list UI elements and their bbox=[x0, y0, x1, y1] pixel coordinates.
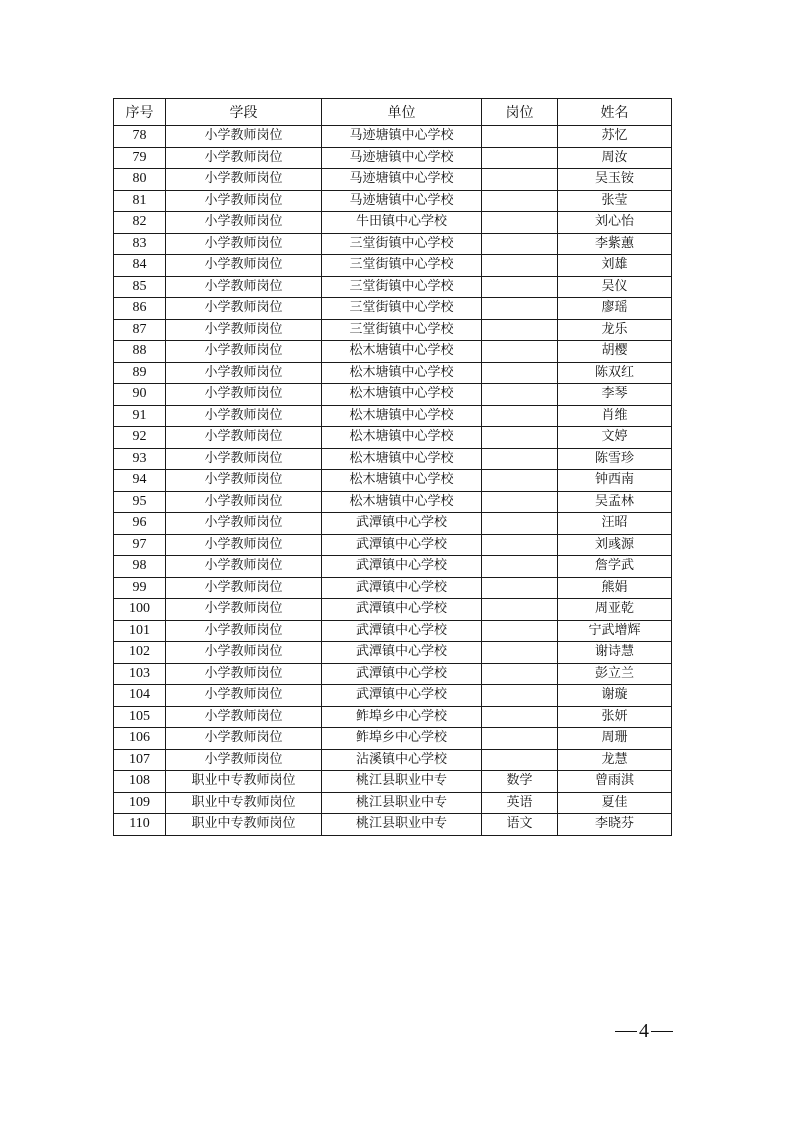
cell-post: 语文 bbox=[482, 814, 558, 836]
cell-name: 刘心怡 bbox=[558, 212, 672, 234]
cell-index: 107 bbox=[114, 749, 166, 771]
cell-stage: 小学教师岗位 bbox=[166, 685, 322, 707]
cell-stage: 小学教师岗位 bbox=[166, 276, 322, 298]
cell-unit: 三堂街镇中心学校 bbox=[322, 319, 482, 341]
cell-unit: 松木塘镇中心学校 bbox=[322, 470, 482, 492]
cell-name: 吴玉铵 bbox=[558, 169, 672, 191]
table-row bbox=[114, 556, 672, 578]
table-row bbox=[114, 298, 672, 320]
cell-post bbox=[482, 126, 558, 148]
cell-name: 陈双红 bbox=[558, 362, 672, 384]
cell-stage: 小学教师岗位 bbox=[166, 470, 322, 492]
cell-name: 周亚乾 bbox=[558, 599, 672, 621]
cell-post: 数学 bbox=[482, 771, 558, 793]
cell-index: 89 bbox=[114, 362, 166, 384]
cell-unit: 松木塘镇中心学校 bbox=[322, 362, 482, 384]
cell-stage: 小学教师岗位 bbox=[166, 599, 322, 621]
cell-unit: 松木塘镇中心学校 bbox=[322, 491, 482, 513]
table-row bbox=[114, 470, 672, 492]
cell-post bbox=[482, 384, 558, 406]
footer-dash-left bbox=[615, 1031, 637, 1032]
cell-unit: 武潭镇中心学校 bbox=[322, 513, 482, 535]
table-row bbox=[114, 212, 672, 234]
cell-stage: 小学教师岗位 bbox=[166, 728, 322, 750]
cell-unit: 桃江县职业中专 bbox=[322, 814, 482, 836]
cell-stage: 小学教师岗位 bbox=[166, 405, 322, 427]
header-row bbox=[114, 99, 672, 126]
cell-index: 93 bbox=[114, 448, 166, 470]
cell-name: 周汝 bbox=[558, 147, 672, 169]
table-row bbox=[114, 384, 672, 406]
cell-stage: 小学教师岗位 bbox=[166, 491, 322, 513]
cell-name: 廖瑶 bbox=[558, 298, 672, 320]
page-footer bbox=[615, 1020, 673, 1043]
table-row bbox=[114, 255, 672, 277]
table-row bbox=[114, 749, 672, 771]
cell-post bbox=[482, 169, 558, 191]
cell-post bbox=[482, 685, 558, 707]
table-row bbox=[114, 706, 672, 728]
cell-name: 李紫蕙 bbox=[558, 233, 672, 255]
cell-unit: 马迹塘镇中心学校 bbox=[322, 147, 482, 169]
cell-post bbox=[482, 319, 558, 341]
table-body bbox=[114, 126, 672, 836]
cell-post bbox=[482, 405, 558, 427]
cell-unit: 武潭镇中心学校 bbox=[322, 642, 482, 664]
cell-post bbox=[482, 341, 558, 363]
cell-post bbox=[482, 620, 558, 642]
cell-unit: 三堂街镇中心学校 bbox=[322, 233, 482, 255]
cell-post bbox=[482, 749, 558, 771]
cell-name: 李晓芬 bbox=[558, 814, 672, 836]
cell-unit: 武潭镇中心学校 bbox=[322, 599, 482, 621]
cell-stage: 小学教师岗位 bbox=[166, 384, 322, 406]
cell-stage: 小学教师岗位 bbox=[166, 341, 322, 363]
cell-name: 张妍 bbox=[558, 706, 672, 728]
cell-index: 103 bbox=[114, 663, 166, 685]
cell-unit: 武潭镇中心学校 bbox=[322, 620, 482, 642]
cell-stage: 小学教师岗位 bbox=[166, 362, 322, 384]
table-row bbox=[114, 276, 672, 298]
cell-index: 109 bbox=[114, 792, 166, 814]
cell-name: 吴仪 bbox=[558, 276, 672, 298]
cell-stage: 小学教师岗位 bbox=[166, 147, 322, 169]
cell-index: 100 bbox=[114, 599, 166, 621]
cell-stage: 小学教师岗位 bbox=[166, 233, 322, 255]
cell-name: 刘雄 bbox=[558, 255, 672, 277]
cell-index: 84 bbox=[114, 255, 166, 277]
cell-stage: 小学教师岗位 bbox=[166, 620, 322, 642]
cell-unit: 牛田镇中心学校 bbox=[322, 212, 482, 234]
table-row bbox=[114, 126, 672, 148]
cell-index: 105 bbox=[114, 706, 166, 728]
cell-unit: 沾溪镇中心学校 bbox=[322, 749, 482, 771]
cell-unit: 武潭镇中心学校 bbox=[322, 556, 482, 578]
cell-name: 彭立兰 bbox=[558, 663, 672, 685]
cell-index: 102 bbox=[114, 642, 166, 664]
page-number: 4 bbox=[639, 1020, 649, 1042]
cell-name: 龙乐 bbox=[558, 319, 672, 341]
cell-name: 谢璇 bbox=[558, 685, 672, 707]
cell-name: 钟西南 bbox=[558, 470, 672, 492]
table-row bbox=[114, 147, 672, 169]
table-row bbox=[114, 190, 672, 212]
cell-post bbox=[482, 556, 558, 578]
cell-unit: 三堂街镇中心学校 bbox=[322, 255, 482, 277]
cell-stage: 小学教师岗位 bbox=[166, 190, 322, 212]
cell-index: 88 bbox=[114, 341, 166, 363]
table-row bbox=[114, 169, 672, 191]
cell-post bbox=[482, 233, 558, 255]
table-row bbox=[114, 771, 672, 793]
cell-unit: 三堂街镇中心学校 bbox=[322, 276, 482, 298]
cell-index: 78 bbox=[114, 126, 166, 148]
table-row bbox=[114, 642, 672, 664]
cell-unit: 武潭镇中心学校 bbox=[322, 685, 482, 707]
cell-post bbox=[482, 728, 558, 750]
cell-name: 李琴 bbox=[558, 384, 672, 406]
table-row bbox=[114, 233, 672, 255]
cell-post bbox=[482, 212, 558, 234]
cell-stage: 职业中专教师岗位 bbox=[166, 771, 322, 793]
cell-index: 81 bbox=[114, 190, 166, 212]
cell-post bbox=[482, 427, 558, 449]
cell-index: 108 bbox=[114, 771, 166, 793]
cell-stage: 小学教师岗位 bbox=[166, 212, 322, 234]
cell-name: 曾雨淇 bbox=[558, 771, 672, 793]
cell-index: 96 bbox=[114, 513, 166, 535]
cell-unit: 三堂街镇中心学校 bbox=[322, 298, 482, 320]
cell-name: 周珊 bbox=[558, 728, 672, 750]
table-row bbox=[114, 728, 672, 750]
cell-post bbox=[482, 491, 558, 513]
cell-name: 苏忆 bbox=[558, 126, 672, 148]
cell-name: 宁武增辉 bbox=[558, 620, 672, 642]
cell-unit: 武潭镇中心学校 bbox=[322, 663, 482, 685]
cell-unit: 松木塘镇中心学校 bbox=[322, 341, 482, 363]
cell-stage: 小学教师岗位 bbox=[166, 319, 322, 341]
cell-index: 79 bbox=[114, 147, 166, 169]
cell-post bbox=[482, 577, 558, 599]
cell-name: 夏佳 bbox=[558, 792, 672, 814]
cell-name: 陈雪珍 bbox=[558, 448, 672, 470]
cell-index: 90 bbox=[114, 384, 166, 406]
cell-post bbox=[482, 190, 558, 212]
cell-unit: 松木塘镇中心学校 bbox=[322, 405, 482, 427]
cell-post bbox=[482, 147, 558, 169]
cell-stage: 职业中专教师岗位 bbox=[166, 814, 322, 836]
cell-stage: 小学教师岗位 bbox=[166, 169, 322, 191]
table-row bbox=[114, 513, 672, 535]
cell-unit: 鲊埠乡中心学校 bbox=[322, 706, 482, 728]
table-row bbox=[114, 663, 672, 685]
table-header bbox=[114, 99, 672, 126]
cell-name: 胡樱 bbox=[558, 341, 672, 363]
cell-unit: 松木塘镇中心学校 bbox=[322, 448, 482, 470]
cell-stage: 小学教师岗位 bbox=[166, 298, 322, 320]
table-row bbox=[114, 491, 672, 513]
cell-index: 92 bbox=[114, 427, 166, 449]
cell-post bbox=[482, 706, 558, 728]
cell-stage: 小学教师岗位 bbox=[166, 126, 322, 148]
cell-stage: 小学教师岗位 bbox=[166, 749, 322, 771]
table-row bbox=[114, 792, 672, 814]
cell-name: 吴孟林 bbox=[558, 491, 672, 513]
cell-post bbox=[482, 255, 558, 277]
cell-unit: 马迹塘镇中心学校 bbox=[322, 126, 482, 148]
cell-unit: 松木塘镇中心学校 bbox=[322, 427, 482, 449]
cell-index: 83 bbox=[114, 233, 166, 255]
cell-index: 95 bbox=[114, 491, 166, 513]
cell-stage: 小学教师岗位 bbox=[166, 255, 322, 277]
cell-index: 104 bbox=[114, 685, 166, 707]
cell-stage: 小学教师岗位 bbox=[166, 556, 322, 578]
cell-name: 肖维 bbox=[558, 405, 672, 427]
cell-post bbox=[482, 599, 558, 621]
table-row bbox=[114, 341, 672, 363]
cell-name: 汪昭 bbox=[558, 513, 672, 535]
cell-stage: 职业中专教师岗位 bbox=[166, 792, 322, 814]
cell-index: 99 bbox=[114, 577, 166, 599]
cell-post bbox=[482, 663, 558, 685]
cell-name: 谢诗慧 bbox=[558, 642, 672, 664]
cell-stage: 小学教师岗位 bbox=[166, 706, 322, 728]
cell-index: 101 bbox=[114, 620, 166, 642]
table-row bbox=[114, 319, 672, 341]
header-unit: 单位 bbox=[322, 99, 482, 126]
cell-unit: 马迹塘镇中心学校 bbox=[322, 190, 482, 212]
cell-post bbox=[482, 534, 558, 556]
cell-unit: 桃江县职业中专 bbox=[322, 771, 482, 793]
cell-post bbox=[482, 298, 558, 320]
header-post: 岗位 bbox=[482, 99, 558, 126]
cell-stage: 小学教师岗位 bbox=[166, 513, 322, 535]
cell-index: 86 bbox=[114, 298, 166, 320]
cell-index: 80 bbox=[114, 169, 166, 191]
table-row bbox=[114, 814, 672, 836]
table-row bbox=[114, 685, 672, 707]
table-row bbox=[114, 577, 672, 599]
cell-post bbox=[482, 362, 558, 384]
cell-index: 85 bbox=[114, 276, 166, 298]
cell-stage: 小学教师岗位 bbox=[166, 642, 322, 664]
cell-index: 94 bbox=[114, 470, 166, 492]
cell-post bbox=[482, 448, 558, 470]
cell-index: 97 bbox=[114, 534, 166, 556]
cell-unit: 松木塘镇中心学校 bbox=[322, 384, 482, 406]
header-index: 序号 bbox=[114, 99, 166, 126]
roster-table bbox=[113, 98, 672, 836]
cell-name: 刘彧源 bbox=[558, 534, 672, 556]
footer-dash-right bbox=[651, 1031, 673, 1032]
cell-index: 98 bbox=[114, 556, 166, 578]
cell-index: 106 bbox=[114, 728, 166, 750]
cell-post: 英语 bbox=[482, 792, 558, 814]
table-row bbox=[114, 405, 672, 427]
cell-stage: 小学教师岗位 bbox=[166, 577, 322, 599]
cell-index: 82 bbox=[114, 212, 166, 234]
cell-index: 87 bbox=[114, 319, 166, 341]
table-row bbox=[114, 362, 672, 384]
cell-post bbox=[482, 276, 558, 298]
cell-stage: 小学教师岗位 bbox=[166, 663, 322, 685]
cell-stage: 小学教师岗位 bbox=[166, 427, 322, 449]
table-row bbox=[114, 620, 672, 642]
cell-name: 龙慧 bbox=[558, 749, 672, 771]
cell-name: 张莹 bbox=[558, 190, 672, 212]
table-row bbox=[114, 427, 672, 449]
cell-post bbox=[482, 513, 558, 535]
table-row bbox=[114, 599, 672, 621]
cell-post bbox=[482, 642, 558, 664]
cell-unit: 马迹塘镇中心学校 bbox=[322, 169, 482, 191]
cell-unit: 桃江县职业中专 bbox=[322, 792, 482, 814]
cell-unit: 鲊埠乡中心学校 bbox=[322, 728, 482, 750]
table-row bbox=[114, 534, 672, 556]
cell-index: 91 bbox=[114, 405, 166, 427]
cell-index: 110 bbox=[114, 814, 166, 836]
header-name: 姓名 bbox=[558, 99, 672, 126]
cell-unit: 武潭镇中心学校 bbox=[322, 534, 482, 556]
cell-unit: 武潭镇中心学校 bbox=[322, 577, 482, 599]
cell-stage: 小学教师岗位 bbox=[166, 448, 322, 470]
table-row bbox=[114, 448, 672, 470]
header-stage: 学段 bbox=[166, 99, 322, 126]
cell-name: 熊娟 bbox=[558, 577, 672, 599]
cell-post bbox=[482, 470, 558, 492]
cell-stage: 小学教师岗位 bbox=[166, 534, 322, 556]
cell-name: 詹学武 bbox=[558, 556, 672, 578]
cell-name: 文婷 bbox=[558, 427, 672, 449]
